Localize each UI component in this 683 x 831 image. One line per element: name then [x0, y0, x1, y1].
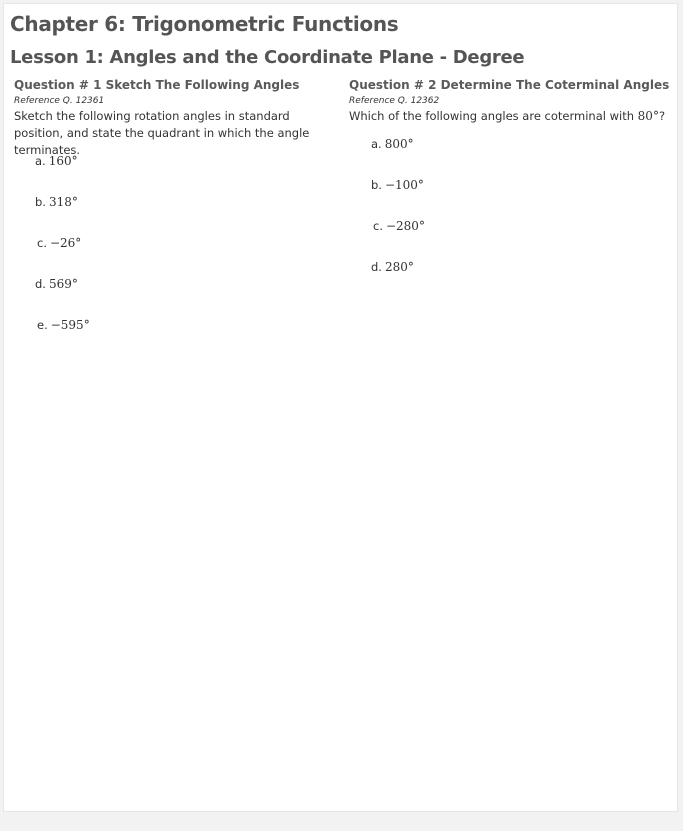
question-2-title: Question # 2 Determine The Coterminal Angles — [349, 78, 670, 92]
choice-value: 800° — [384, 137, 414, 151]
question-2-choice-b — [371, 177, 424, 193]
choice-letter: a. — [371, 137, 382, 151]
choice-value: −100° — [384, 178, 424, 192]
worksheet-page — [3, 3, 678, 812]
choice-value: 160° — [48, 154, 78, 168]
choice-value: 569° — [48, 277, 78, 291]
prompt-math: 80° — [637, 109, 659, 123]
choice-value: 318° — [48, 195, 78, 209]
question-1-choice-d — [35, 276, 78, 292]
choice-letter: b. — [35, 195, 46, 209]
prompt-suffix: ? — [658, 109, 666, 123]
question-2 — [349, 77, 669, 125]
choice-letter: d. — [35, 277, 46, 291]
question-2-choice-a — [371, 136, 414, 152]
choice-letter: b. — [371, 178, 382, 192]
choice-letter: a. — [35, 154, 46, 168]
question-1-choice-e — [37, 317, 90, 333]
choice-letter: c. — [37, 236, 47, 250]
question-2-choice-c — [373, 218, 425, 234]
question-1-choice-b — [35, 194, 78, 210]
choice-letter: e. — [37, 318, 48, 332]
choice-value: 280° — [384, 260, 414, 274]
lesson-title: Lesson 1: Angles and the Coordinate Plane - Degree — [10, 47, 525, 68]
question-1 — [14, 77, 339, 159]
question-2-choice-d — [371, 259, 414, 275]
question-1-choice-c — [37, 235, 81, 251]
chapter-title: Chapter 6: Trigonometric Functions — [10, 12, 399, 36]
choice-letter: c. — [373, 219, 383, 233]
choice-value: −26° — [49, 236, 82, 250]
prompt-text: Which of the following angles are coterminal with — [349, 109, 638, 123]
choice-value: −280° — [385, 219, 425, 233]
question-1-title: Question # 1 Sketch The Following Angles — [14, 78, 300, 92]
question-1-reference: Reference Q. 12361 — [14, 96, 105, 106]
choice-value: −595° — [50, 318, 90, 332]
question-2-prompt — [349, 108, 669, 125]
question-1-choice-a — [35, 153, 78, 169]
question-1-prompt: Sketch the following rotation angles in standard position, and state the quadrant in which the angle terminates. — [14, 109, 310, 157]
choice-letter: d. — [371, 260, 382, 274]
question-2-reference: Reference Q. 12362 — [349, 96, 440, 106]
